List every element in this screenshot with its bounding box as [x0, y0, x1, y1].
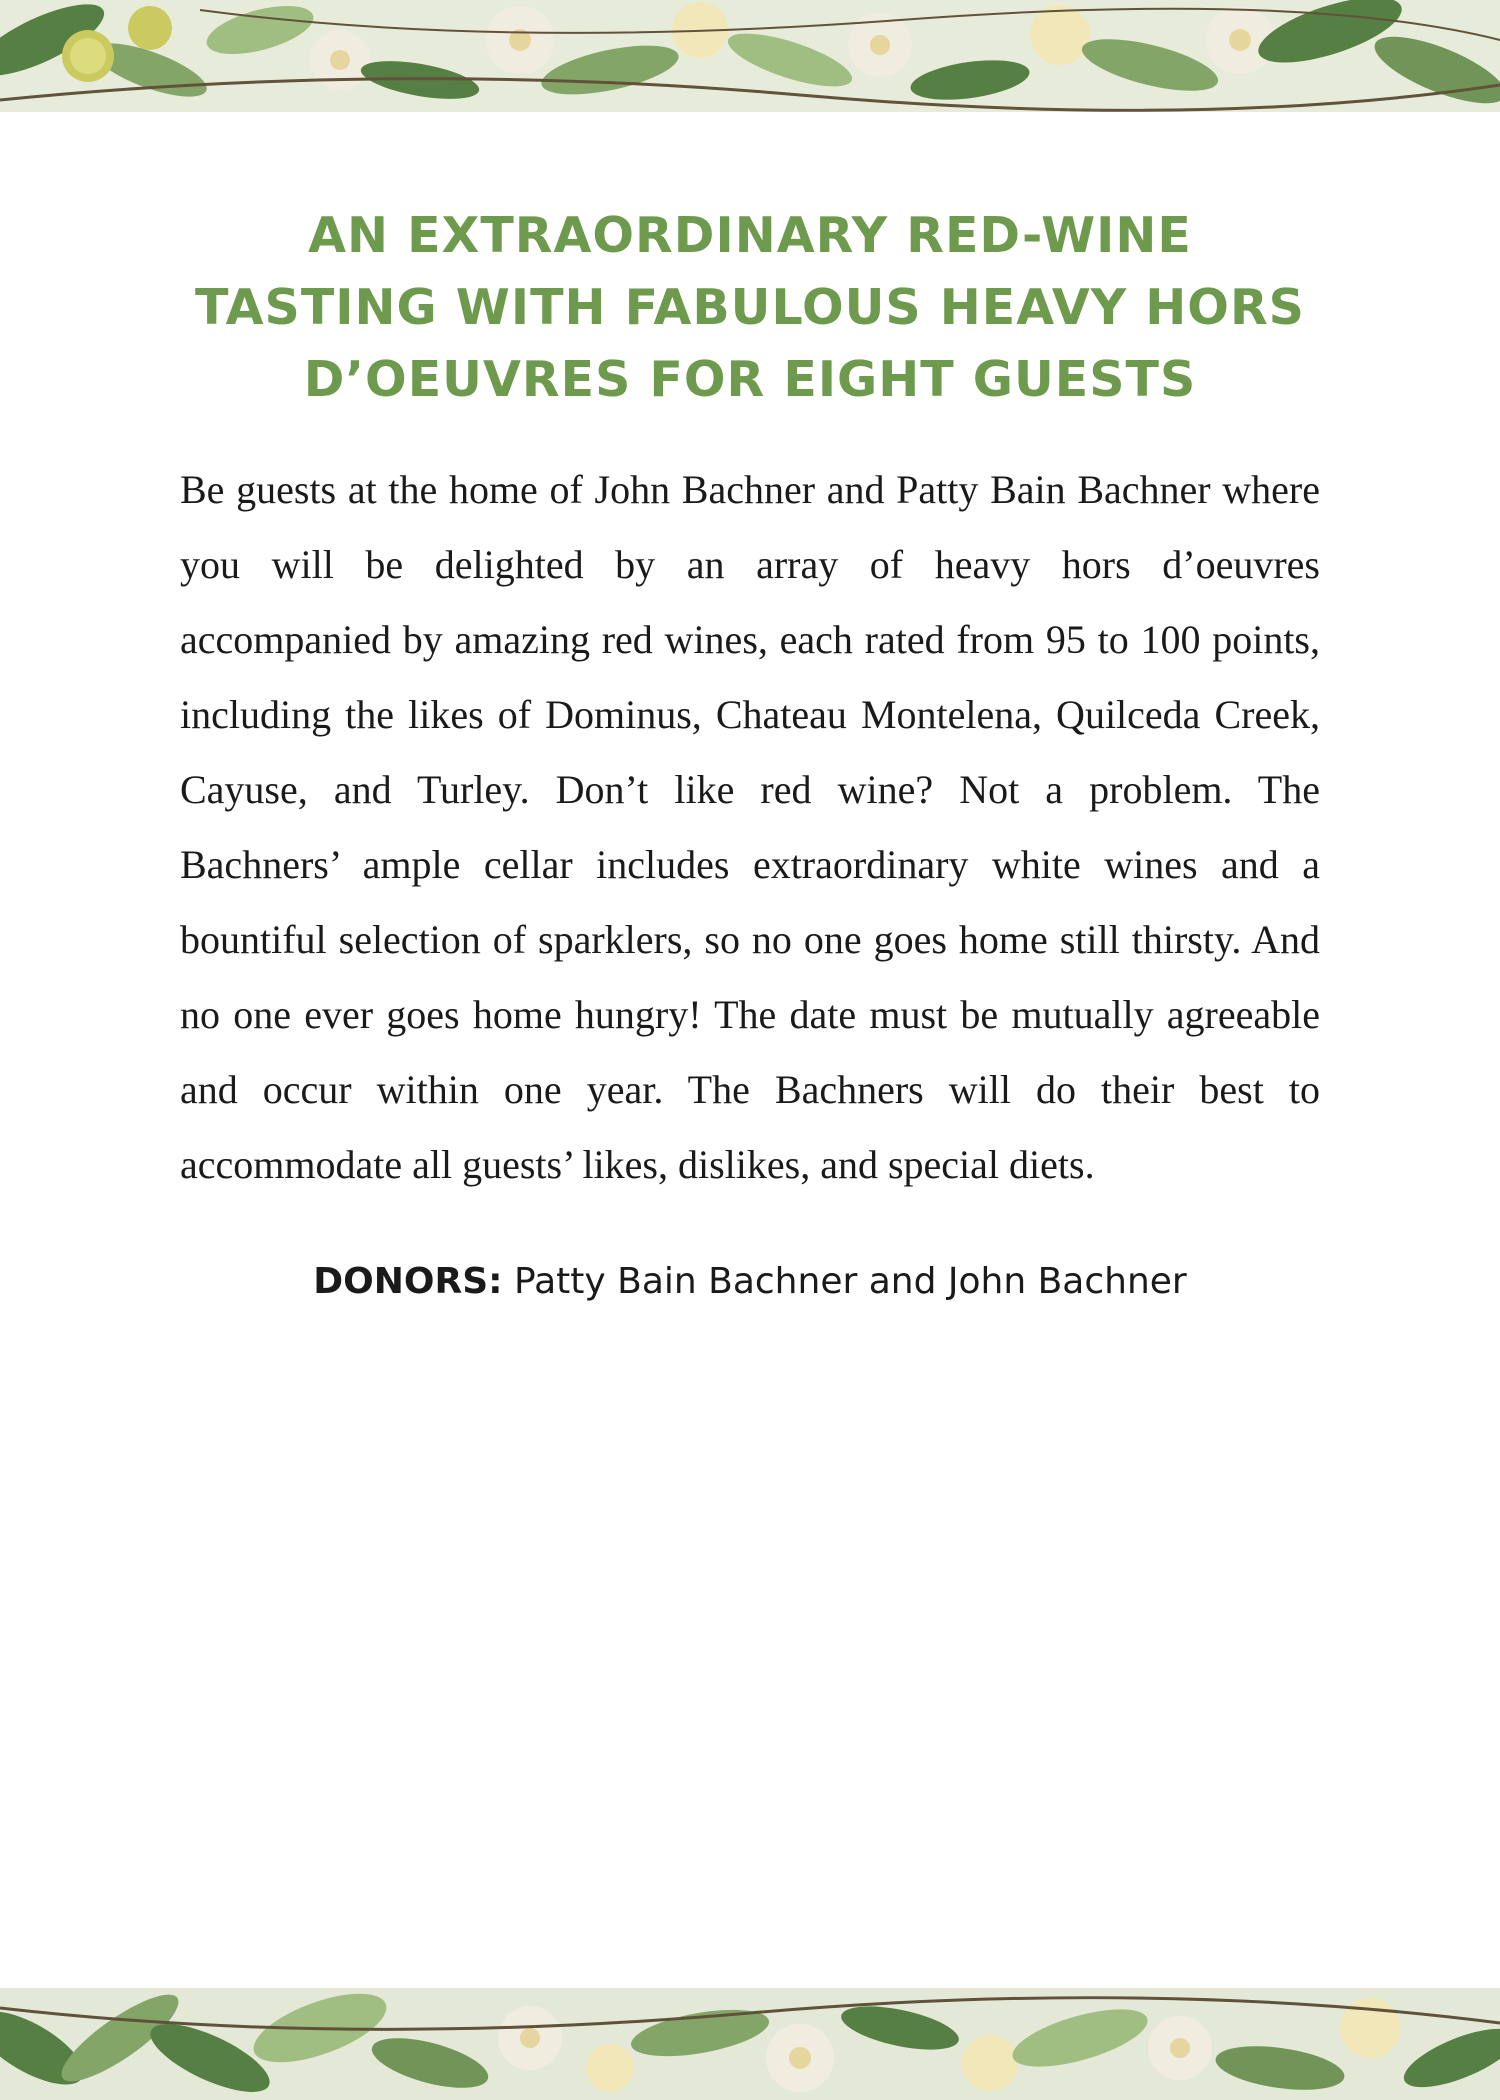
donors-label: DONORS: [313, 1261, 503, 1302]
floral-bottom-illustration [0, 1988, 1500, 2100]
bottom-floral-banner [0, 1988, 1500, 2100]
item-description: Be guests at the home of John Bachner and Patty Bain Bachner where you will be delighted by an array of heavy hors d’oeuvres accompanied by amazing red wines, each rated from 95 to 100 points, including the likes of Dominus, Chateau Montelena, Quilceda Creek, Cayuse, and Turley. Don’t like red wine? Not a problem. The Bachners’ ample cellar includes extraordinary white wines and a bountiful selection of sparklers, so no one goes home still thirsty. And no one ever goes home hungry! The date must be mutually agreeable and occur within one year. The Bachners will do their best to accommodate all guests’ likes, dislikes, and special diets. [180, 467, 1320, 1187]
item-title [180, 200, 1320, 416]
title-line: TASTING WITH FABULOUS HEAVY HORS [195, 279, 1305, 336]
title-line: AN EXTRAORDINARY RED-WINE [308, 207, 1192, 264]
donors-names: Patty Bain Bachner and John Bachner [513, 1261, 1187, 1302]
donors-line [180, 1256, 1320, 1308]
floral-top-illustration [0, 0, 1500, 112]
title-line: D’OEUVRES FOR EIGHT GUESTS [303, 351, 1197, 408]
auction-item-description [180, 200, 1320, 1308]
top-floral-banner [0, 0, 1500, 112]
